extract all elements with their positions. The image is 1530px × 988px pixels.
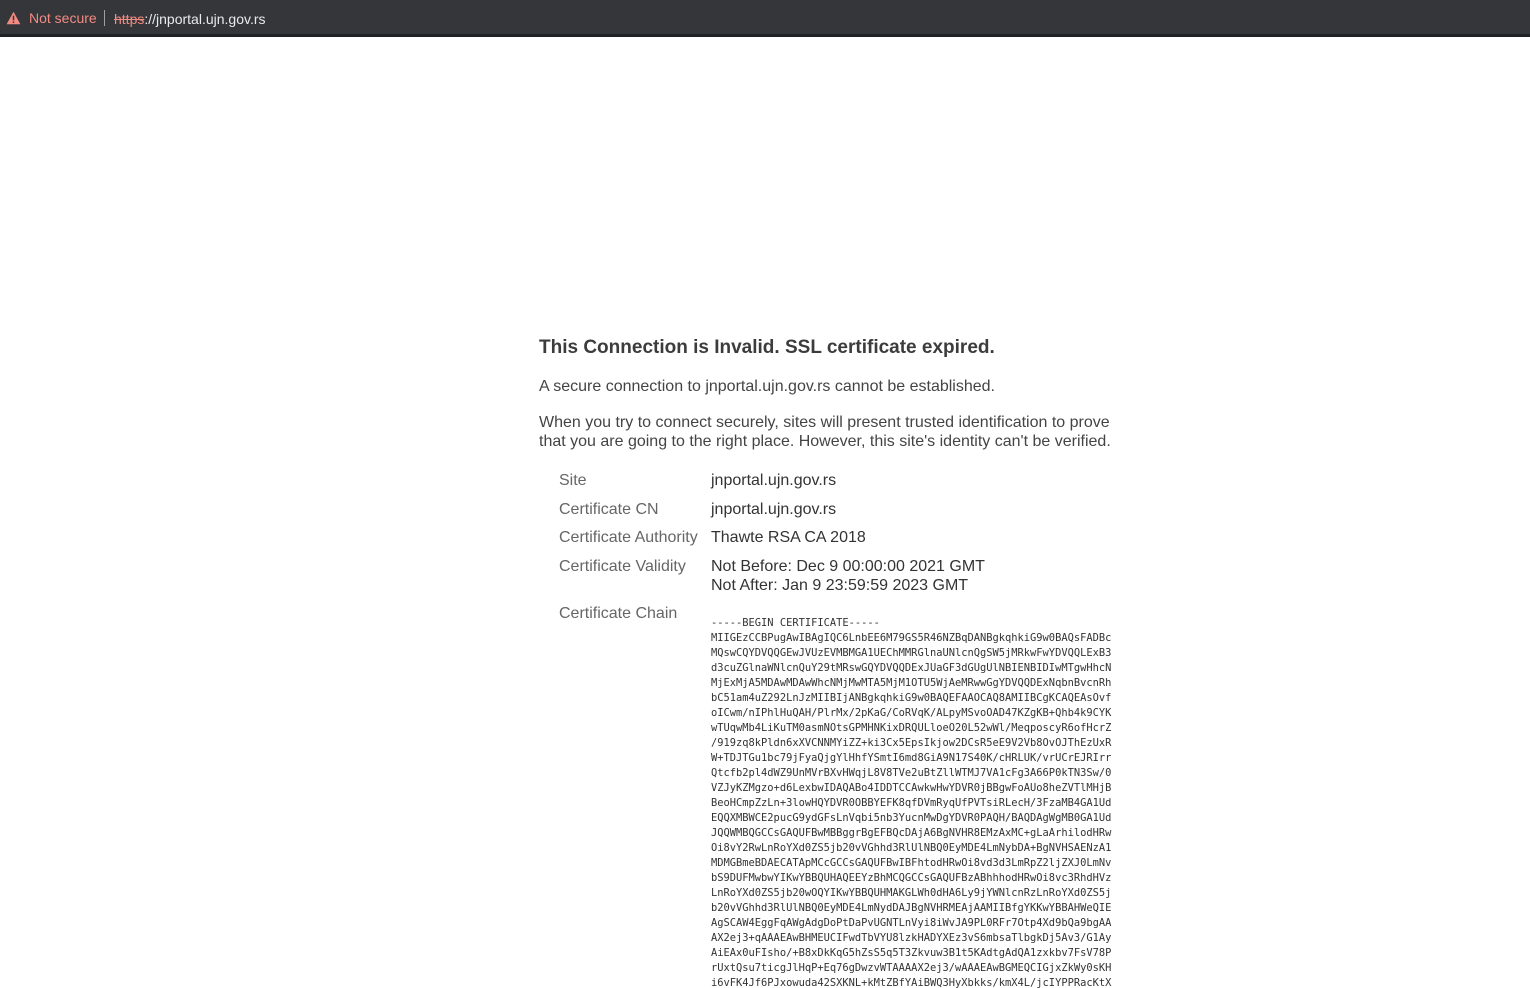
certificate-chain-line: /919zq8kPldn6xXVCNNMYiZZ+ki3Cx5EpsIkjow2DCsR5eE9V2Vb8OvOJThEzUxR — [711, 737, 1112, 749]
certificate-chain-line: MIIGEzCCBPugAwIBAgIQC6LnbEE6M79GS5R46NZBqDANBgkqhkiG9w0BAQsFADBc — [711, 632, 1112, 644]
cn-label: Certificate CN — [559, 501, 659, 518]
certificate-chain-line: wTUqwMb4LiKuTM0asmNOtsGPMHNKixDRQULloeO20L52wWl/MeqposcyR6ofHcrZ — [711, 722, 1112, 734]
certificate-chain-line: oICwm/nIPhlHuQAH/PlrMx/2pKaG/CoRVqK/ALpyMSvoOAD47KZgKB+Qhb4k9CYK — [711, 707, 1112, 719]
certificate-chain-line: EQQXMBWCE2pucG9ydGFsLnVqbi5nb3YucnMwDgYDVR0PAQH/BAQDAgWgMB0GA1Ud — [711, 812, 1112, 824]
certificate-chain-line: LnRoYXd0ZS5jb20wOQYIKwYBBQUHMAKGLWh0dHA6Ly9jYWNlcnRzLnRoYXd0ZS5j — [711, 887, 1112, 899]
not-secure-label: Not secure — [29, 10, 97, 26]
chip-divider — [104, 10, 105, 26]
certificate-chain-line: AiEAx0uFIsho/+B8xDkKqG5hZsS5q5T3Zkvuw3B1t5KAdtgAdQA1zxkbv7FsV78P — [711, 947, 1112, 959]
certificate-chain-line: d3cuZGlnaWNlcnQuY29tMRswGQYDVQQDExJUaGF3dGUgUlNBIENBIDIwMTgwHhcN — [711, 662, 1112, 674]
certificate-chain-line: bC51am4uZ292LnJzMIIBIjANBgkqhkiG9w0BAQEFAAOCAQ8AMIIBCgKCAQEAsOvf — [711, 692, 1112, 704]
security-chip[interactable] — [6, 9, 97, 27]
certificate-chain-text — [711, 616, 1111, 988]
certificate-chain-line: AgSCAW4EggFqAWgAdgDoPtDaPvUGNTLnVyi8iWvJA9PL0RFr7Otp4Xd9bQa9bgAA — [711, 917, 1112, 929]
page-title: This Connection is Invalid. SSL certificate expired. — [539, 337, 995, 358]
certificate-chain-line: W+TDJTGu1bc79jFyaQjgYlHhfYSmtI6md8GiA9N17S40K/cHRLUK/vrUCrEJRIrr — [711, 752, 1112, 764]
validity-label: Certificate Validity — [559, 558, 686, 575]
authority-value: Thawte RSA CA 2018 — [711, 529, 866, 546]
certificate-chain-line: rUxtQsu7ticgJlHqP+Eq76gDwzvWTAAAAX2ej3/wAAAEAwBGMEQCIGjxZkWy0sKH — [711, 962, 1112, 974]
certificate-chain-line: JQQWMBQGCCsGAQUFBwMBBggrBgEFBQcDAjA6BgNVHR8EMzAxMC+gLaArhilodHRw — [711, 827, 1112, 839]
url-scheme: https — [114, 11, 145, 27]
certificate-chain-line: Qtcfb2pl4dWZ9UnMVrBXvHWqjL8V8TVe2uBtZllWTMJ7VA1cFg3A66P0kTN3Sw/0 — [711, 767, 1112, 779]
address-bar — [0, 0, 1530, 37]
site-label: Site — [559, 472, 587, 489]
url-field[interactable] — [114, 10, 266, 28]
cn-value: jnportal.ujn.gov.rs — [711, 501, 837, 518]
error-message: A secure connection to jnportal.ujn.gov.rs cannot be established. — [539, 378, 995, 395]
certificate-chain-line: MQswCQYDVQQGEwJVUzEVMBMGA1UEChMMRGlnaUNlcnQgSW5jMRkwFwYDVQQLExB3 — [711, 647, 1112, 659]
not-before-value: Not Before: Dec 9 00:00:00 2021 GMT — [711, 558, 985, 575]
authority-label: Certificate Authority — [559, 529, 698, 546]
error-content — [539, 337, 1179, 988]
error-explanation: When you try to connect securely, sites will present trusted identification to prove that you are going to the right place. However, this site's identity can't be verified. — [539, 414, 1111, 450]
url-host: ://jnportal.ujn.gov.rs — [144, 11, 266, 27]
certificate-chain-line: -----BEGIN CERTIFICATE----- — [711, 617, 880, 629]
certificate-chain-line: b20vVGhhd3RlUlNBQ0EyMDE4LmNydDAJBgNVHRMEAjAAMIIBfgYKKwYBBAHWeQIE — [711, 902, 1112, 914]
warning-triangle-icon — [6, 11, 21, 25]
certificate-chain-line: i6vFK4Jf6PJxowuda42SXKNL+kMtZBfYAiBWQ3HyXbkks/kmX4L/jcIYPPRacKtX — [711, 977, 1112, 988]
certificate-chain-line: BeoHCmpZzLn+3lowHQYDVR0OBBYEFK8qfDVmRyqUfPVTsiRLecH/3FzaMB4GA1Ud — [711, 797, 1112, 809]
certificate-chain-line: MDMGBmeBDAECATApMCcGCCsGAQUFBwIBFhtodHRwOi8vd3d3LmRpZ2ljZXJ0LmNv — [711, 857, 1112, 869]
certificate-chain-line: VZJyKZMgzo+d6LexbwIDAQABo4IDDTCCAwkwHwYDVR0jBBgwFoAUo8heZVTlMHjB — [711, 782, 1112, 794]
not-after-value: Not After: Jan 9 23:59:59 2023 GMT — [711, 577, 969, 594]
certificate-chain-line: MjExMjA5MDAwMDAwWhcNMjMwMTA5MjM1OTU5WjAeMRwwGgYDVQQDExNqbnBvcnRh — [711, 677, 1112, 689]
certificate-chain-line: Oi8vY2RwLnRoYXd0ZS5jb20vVGhhd3RlUlNBQ0EyMDE4LmNybDA+BgNVHSAENzA1 — [711, 842, 1112, 854]
chain-label: Certificate Chain — [559, 605, 678, 622]
site-value: jnportal.ujn.gov.rs — [711, 472, 837, 489]
certificate-chain-line: AX2ej3+qAAAEAwBHMEUCIFwdTbVYU8lzkHADYXEz3vS6mbsaTlbgkDj5Av3/G1Ay — [711, 932, 1112, 944]
certificate-chain-line: bS9DUFMwbwYIKwYBBQUHAQEEYzBhMCQGCCsGAQUFBzABhhhodHRwOi8vc3RhdHVz — [711, 872, 1112, 884]
